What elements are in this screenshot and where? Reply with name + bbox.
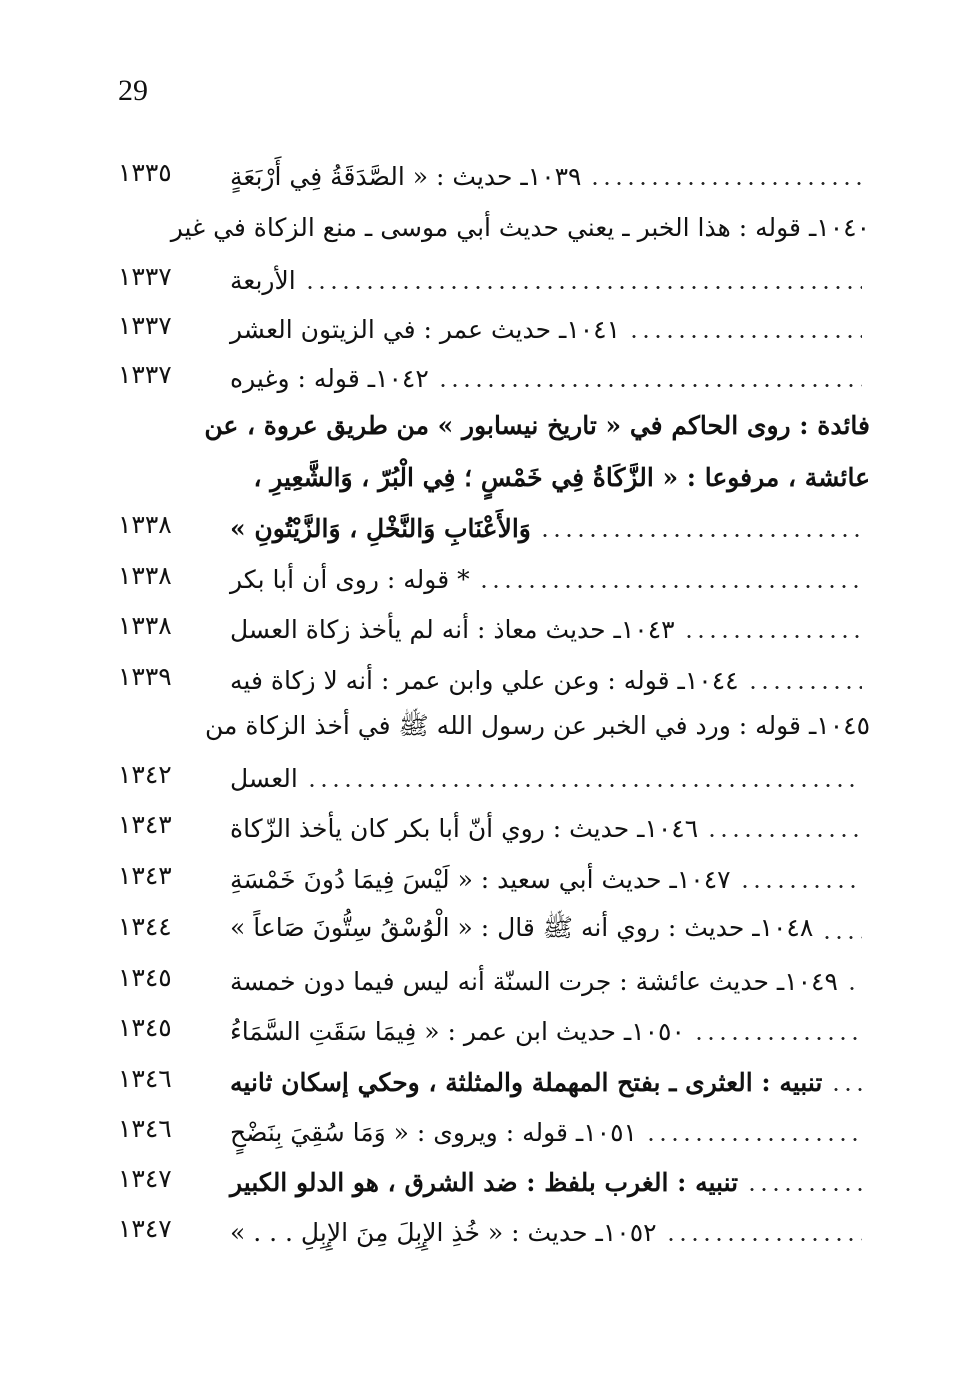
toc-entry (118, 150, 870, 202)
entry-page-ref: ١٣٤٦ (118, 1064, 172, 1093)
note-line: فائدة : روى الحاكم في « تاريخ نيسابور » من طريق عروة ، عن (204, 411, 870, 440)
entry-page-ref: ١٣٣٧ (118, 262, 172, 291)
entry-page-ref: ١٣٣٨ (118, 510, 172, 539)
toc-entry (118, 904, 870, 956)
entry-text: ١٠٥٢ـ حديث : « خُذِ الإِبِلَ مِنَ الإِبِلِ . . . » (230, 1217, 657, 1247)
toc-entry (118, 1005, 870, 1057)
toc-entry (118, 752, 870, 804)
dot-leader (821, 936, 862, 939)
entry-continuation: الأربعة (230, 265, 296, 295)
entry-page-ref: ١٣٣٩ (118, 662, 172, 691)
entry-page-ref: ١٣٤٥ (118, 963, 172, 992)
entry-text: ١٠٤١ـ حديث عمر : في الزيتون العشر (230, 314, 621, 344)
dot-leader (846, 987, 862, 990)
toc-entry (118, 853, 870, 905)
entry-text: ١٠٣٩ـ حديث : « الصَّدَقَةُ فِي أَرْبَعَةٍ (230, 161, 582, 191)
dot-leader (706, 834, 862, 837)
dot-leader (437, 384, 862, 387)
note-line: عائشة ، مرفوعا : « الزَّكَاةُ فِي خَمْسٍ ؛ فِي الْبُرّ ، وَالشَّعِيرِ ، (253, 463, 870, 492)
entry-page-ref: ١٣٤٧ (118, 1164, 172, 1193)
entry-page-ref: ١٣٣٧ (118, 360, 172, 389)
entry-text: ١٠٥١ـ قوله : ويروى : « وَمَا سُقِيَ بِنَضْحٍ (230, 1117, 637, 1147)
toc-entry (118, 1156, 870, 1208)
dot-leader (693, 1037, 862, 1040)
entry-page-ref: ١٣٤٢ (118, 760, 172, 789)
entry-page-ref: ١٣٣٨ (118, 561, 172, 590)
entry-page-ref: ١٣٣٧ (118, 311, 172, 340)
entry-text: ١٠٤٩ـ حديث عائشة : جرت السنّة أنه ليس فيما دون خمسة (230, 966, 838, 996)
dot-leader (739, 885, 862, 888)
entry-text: ١٠٤٣ـ حديث معاذ : أنه لم يأخذ زكاة العسل (230, 614, 675, 644)
dot-leader (665, 1238, 862, 1241)
entry-continuation: العسل (230, 763, 298, 793)
toc-entry (118, 1056, 870, 1108)
toc-entry (118, 1206, 870, 1258)
dot-leader (830, 1088, 862, 1091)
page-number: 29 (118, 74, 148, 107)
dot-leader (589, 182, 862, 185)
toc-entry (118, 502, 870, 554)
toc-entry (118, 654, 870, 706)
toc-entry (118, 603, 870, 655)
entry-text: تنبيه : الغرب بلفظ : ضد الشرق ، هو الدلو الكبير (230, 1167, 739, 1197)
entry-text: ١٠٥٠ـ حديث ابن عمر : « فِيمَا سَقَتِ السَّمَاءُ (230, 1016, 685, 1046)
dot-leader (683, 635, 862, 638)
toc-entry (118, 553, 870, 605)
dot-leader (747, 686, 862, 689)
entry-text: ١٠٤٢ـ قوله : وغيره (230, 363, 429, 393)
toc-entry (118, 303, 870, 355)
dot-leader (645, 1138, 862, 1141)
entry-text: ١٠٤٥ـ قوله : ورد في الخبر عن رسول الله ﷺ في أخذ الزكاة من (205, 711, 870, 740)
entry-page-ref: ١٣٤٥ (118, 1013, 172, 1042)
entry-page-ref: ١٣٣٨ (118, 611, 172, 640)
entry-text: * قوله : روى أن أبا بكر (230, 564, 470, 594)
entry-text: ١٠٤٧ـ حديث أبي سعيد : « لَيْسَ فِيمَا دُونَ خَمْسَةِ (230, 864, 731, 894)
dot-leader (304, 286, 862, 289)
entry-page-ref: ١٣٤٦ (118, 1114, 172, 1143)
entry-text: ١٠٤٦ـ حديث : روي أنّ أبا بكر كان يأخذ الزّكاة (230, 813, 699, 843)
entry-page-ref: ١٣٤٧ (118, 1214, 172, 1243)
toc-entry (118, 1106, 870, 1158)
dot-leader (306, 784, 862, 787)
toc-entry (118, 352, 870, 404)
entry-continuation: وَالأَعْنَابِ وَالنَّخْلِ ، وَالزَّيْتُونِ » (230, 513, 531, 543)
dot-leader (478, 585, 862, 588)
dot-leader (628, 335, 862, 338)
entry-text: ١٠٤٠ـ قوله : هذا الخبر ـ يعني حديث أبي موسى ـ منع الزكاة في غير (170, 213, 870, 242)
entry-text: تنبيه : العثرى ـ بفتح المهملة والمثلثة ، وحكي إسكان ثانيه (230, 1067, 823, 1097)
toc-entry (118, 802, 870, 854)
entry-page-ref: ١٣٤٤ (118, 912, 172, 941)
dot-leader (746, 1188, 862, 1191)
entry-page-ref: ١٣٤٣ (118, 861, 172, 890)
toc-entry (118, 955, 870, 1007)
entry-page-ref: ١٣٤٣ (118, 810, 172, 839)
entry-text: ١٠٤٨ـ حديث : روي أنه ﷺ قال : « الْوُسْقُ سِتُّونَ صَاعاً » (230, 912, 814, 942)
dot-leader (539, 534, 862, 537)
entry-text: ١٠٤٤ـ قوله : وعن علي وابن عمر : أنه لا زكاة فيه (230, 665, 739, 695)
entry-page-ref: ١٣٣٥ (118, 158, 172, 187)
toc-entry (118, 254, 870, 306)
